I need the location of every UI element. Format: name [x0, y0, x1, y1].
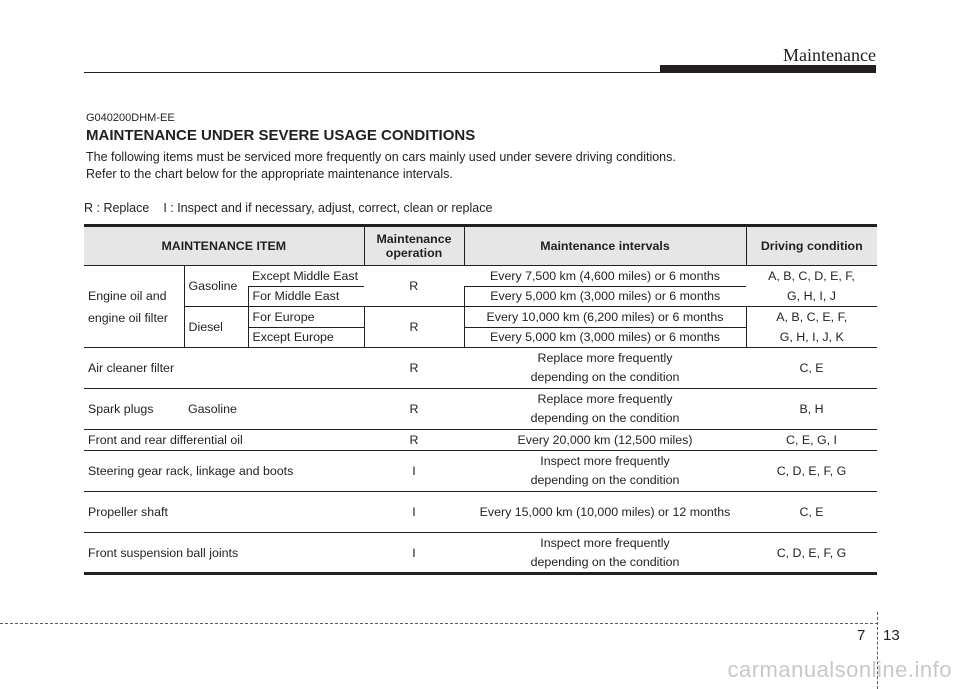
- footer-dashed-rule: [0, 623, 878, 624]
- table-header-row: [84, 226, 877, 266]
- header-tab-bar: [660, 65, 876, 73]
- interval-cell: Every 15,000 km (10,000 miles) or 12 months: [464, 492, 746, 533]
- interval-cell: Every 5,000 km (3,000 miles) or 6 months: [464, 327, 746, 348]
- header-operation: Maintenance operation: [364, 226, 464, 266]
- item-cell: Front and rear differential oil: [84, 430, 364, 451]
- page-number: 13: [883, 627, 900, 644]
- condition-cell: A, B, C, D, E, F, G, H, I, J: [746, 266, 877, 307]
- table-row: [84, 389, 877, 430]
- item-cell: Front suspension ball joints: [84, 533, 364, 574]
- header-rule: [84, 72, 662, 73]
- maintenance-table: [84, 224, 877, 575]
- item-cell: Steering gear rack, linkage and boots: [84, 451, 364, 492]
- condition-cell: C, D, E, F, G: [746, 451, 877, 492]
- table-row: [84, 348, 877, 389]
- interval-cell: Every 5,000 km (3,000 miles) or 6 months: [464, 286, 746, 307]
- interval-cell: Replace more frequently depending on the condition: [464, 389, 746, 430]
- region-cell: Except Middle East: [248, 266, 364, 287]
- chapter-number: 7: [857, 627, 866, 644]
- header-condition: Driving condition: [746, 226, 877, 266]
- table-row: [84, 492, 877, 533]
- table-row: [84, 266, 877, 287]
- region-cell: For Europe: [248, 307, 364, 328]
- watermark: carmanualsonline.info: [727, 657, 952, 682]
- item-cell: Propeller shaft: [84, 492, 364, 533]
- condition-cell: C, D, E, F, G: [746, 533, 877, 574]
- table-row: [84, 451, 877, 492]
- interval-cell: Every 20,000 km (12,500 miles): [464, 430, 746, 451]
- operation-cell: R: [364, 307, 464, 348]
- table-row: [84, 430, 877, 451]
- legend: [84, 201, 492, 215]
- operation-cell: R: [364, 266, 464, 307]
- interval-cell: Every 10,000 km (6,200 miles) or 6 months: [464, 307, 746, 328]
- condition-cell: C, E, G, I: [746, 430, 877, 451]
- item-cell: Spark plugs: [84, 389, 184, 430]
- interval-cell: Inspect more frequently depending on the condition: [464, 533, 746, 574]
- item-cell: Air cleaner filter: [84, 348, 364, 389]
- interval-cell: Inspect more frequently depending on the condition: [464, 451, 746, 492]
- header-intervals: Maintenance intervals: [464, 226, 746, 266]
- intro-line-1: The following items must be serviced more frequently on cars mainly used under severe driving conditions.: [86, 150, 676, 164]
- fuel-gasoline: Gasoline: [184, 266, 248, 307]
- section-title: Maintenance: [783, 45, 876, 65]
- condition-cell: C, E: [746, 348, 877, 389]
- table-row: [84, 307, 877, 328]
- legend-replace: R : Replace: [84, 201, 150, 215]
- condition-cell: A, B, C, E, F, G, H, I, J, K: [746, 307, 877, 348]
- intro-text: [86, 149, 676, 183]
- region-cell: For Middle East: [248, 286, 364, 307]
- condition-cell: B, H: [746, 389, 877, 430]
- fuel-diesel: Diesel: [184, 307, 248, 348]
- page-title: MAINTENANCE UNDER SEVERE USAGE CONDITIONS: [86, 127, 476, 144]
- fuel-cell: Gasoline: [184, 389, 364, 430]
- operation-cell: I: [364, 533, 464, 574]
- header-item: MAINTENANCE ITEM: [84, 226, 364, 266]
- region-cell: Except Europe: [248, 327, 364, 348]
- intro-line-2: Refer to the chart below for the appropriate maintenance intervals.: [86, 167, 453, 181]
- doc-code: G040200DHM-EE: [86, 112, 175, 124]
- legend-inspect: I : Inspect and if necessary, adjust, correct, clean or replace: [163, 201, 493, 215]
- table-row: [84, 533, 877, 574]
- operation-cell: R: [364, 389, 464, 430]
- engine-oil-label: Engine oil and engine oil filter: [84, 266, 184, 348]
- operation-cell: R: [364, 348, 464, 389]
- interval-cell: Replace more frequently depending on the condition: [464, 348, 746, 389]
- operation-cell: R: [364, 430, 464, 451]
- condition-cell: C, E: [746, 492, 877, 533]
- operation-cell: I: [364, 492, 464, 533]
- operation-cell: I: [364, 451, 464, 492]
- interval-cell: Every 7,500 km (4,600 miles) or 6 months: [464, 266, 746, 287]
